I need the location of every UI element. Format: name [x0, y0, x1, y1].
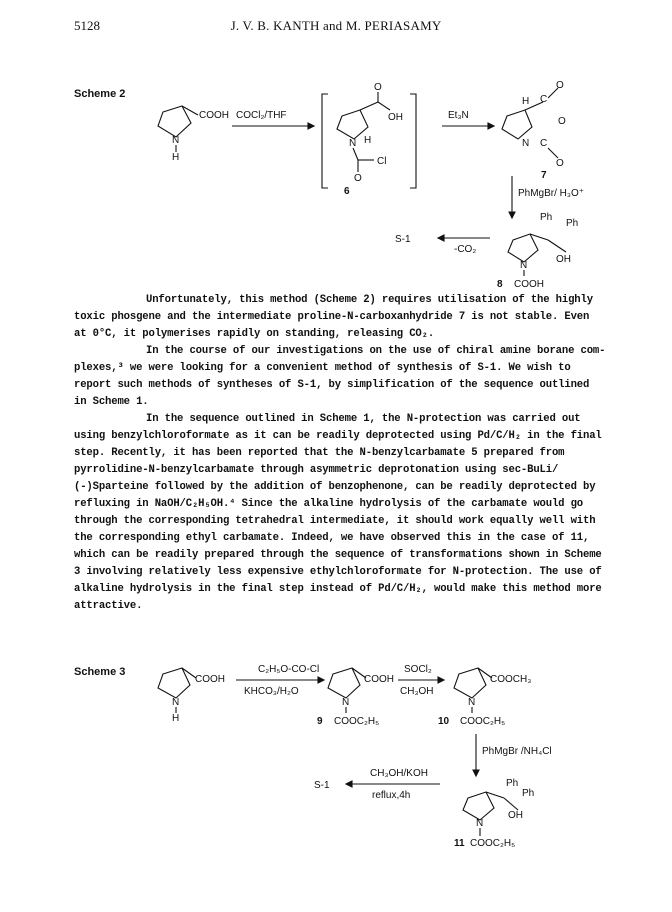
compound-7-structure [502, 80, 566, 181]
compound-8-structure [497, 212, 578, 290]
text-line: alkaline hydrolysis in the final step instead of Pd/C/H₂, would make this method more [74, 583, 602, 595]
cmpd8-ph2: Ph [566, 218, 579, 229]
int6-cl: Cl [377, 156, 387, 167]
reagent-khco3-h2o: KHCO₃/H₂O [244, 686, 299, 697]
compound-11-structure [454, 778, 534, 849]
reagent-et3n: Et₃N [448, 110, 469, 121]
product-s1-scheme2: S-1 [395, 234, 411, 245]
cmpd10-n: N [468, 697, 476, 708]
cmpd11-n: N [476, 818, 484, 829]
text-line: at 0°C, it polymerises rapidly on standing, releasing CO₂. [74, 328, 435, 340]
text-line: the corresponding ethyl carbamate. Indeed, we have observed this in the case of 11, [74, 532, 590, 544]
scheme-2-label: Scheme 2 [74, 88, 126, 100]
paragraph-1 [74, 292, 604, 343]
reagent-reflux-4h: reflux,4h [372, 790, 411, 801]
cmpd9-n: N [342, 697, 350, 708]
paragraph-3 [74, 411, 604, 615]
compound-6-label: 6 [344, 186, 350, 197]
cmpd10-cooch3: COOCH₃ [490, 674, 532, 685]
text-line: Unfortunately, this method (Scheme 2) requires utilisation of the highly [146, 294, 593, 306]
reagent-minus-co2: -CO₂ [454, 244, 477, 255]
text-line: (-)Sparteine followed by the addition of benzophenone, can be readily deprotected by [74, 481, 596, 493]
intermediate-6 [322, 82, 416, 197]
cmpd9-cooh: COOH [364, 674, 394, 685]
text-line: step. Recently, it has been reported that the N-benzylcarbamate 5 prepared from [74, 447, 565, 459]
text-line: through the corresponding tetrahedral intermediate, it should work equally well with [74, 515, 596, 527]
cmpd11-cooet: COOC₂H₅ [470, 838, 516, 849]
int6-o: O [374, 82, 382, 93]
compound-8-label: 8 [497, 279, 503, 290]
cmpd7-c1: C [540, 94, 548, 105]
int6-oh: OH [388, 112, 403, 123]
text-line: using benzylchloroformate as it can be readily deprotected using Pd/C/H₂ in the final [74, 430, 602, 442]
reagent-ethylchloroformate: C₂H₅O-CO-Cl [258, 664, 320, 675]
proline-h: H [172, 152, 180, 163]
proline-cooh: COOH [199, 110, 229, 121]
reagent-phmgbr-h3o: PhMgBr/ H₃O⁺ [518, 188, 585, 199]
compound-10-structure [438, 668, 531, 727]
cmpd11-oh: OH [508, 810, 523, 821]
proline-n: N [172, 135, 180, 146]
running-header [0, 18, 672, 38]
reagent-phmgbr-nh4cl: PhMgBr /NH₄Cl [482, 746, 552, 757]
product-s1-scheme3: S-1 [314, 780, 330, 791]
author-line: J. V. B. KANTH and M. PERIASAMY [230, 18, 442, 33]
scheme-2-figure [0, 80, 672, 290]
text-line: in Scheme 1. [74, 396, 149, 408]
cmpd7-c2: C [540, 138, 548, 149]
compound-9-label: 9 [317, 716, 323, 727]
cmpd7-o2: O [556, 158, 564, 169]
cmpd9-cooet: COOC₂H₅ [334, 716, 380, 727]
cmpd8-cooh: COOH [514, 279, 544, 290]
paragraph-2 [74, 343, 604, 411]
s3-proline-h: H [172, 713, 180, 724]
text-line: In the course of our investigations on the use of chiral amine borane com- [146, 345, 606, 357]
int6-h: H [364, 135, 372, 146]
cmpd10-cooet: COOC₂H₅ [460, 716, 506, 727]
text-line: 3 involving relatively less expensive ethylchloroformate for N-protection. The use of [74, 566, 602, 578]
cmpd7-h: H [522, 96, 530, 107]
text-line: refluxing in NaOH/C₂H₅OH.⁴ Since the alkaline hydrolysis of the carbamate would go [74, 498, 583, 510]
compound-9-structure [317, 668, 394, 727]
cmpd7-o-ring: O [558, 116, 566, 127]
reagent-cocl2-thf: COCl₂/THF [236, 110, 287, 121]
scheme-3-label: Scheme 3 [74, 666, 126, 678]
cmpd7-o1: O [556, 80, 564, 91]
reagent-socl2: SOCl₂ [404, 664, 432, 675]
compound-10-label: 10 [438, 716, 450, 727]
cmpd8-ph1: Ph [540, 212, 553, 223]
text-line: which can be readily prepared through the sequence of transformations shown in Scheme [74, 549, 602, 561]
proline-structure [158, 106, 229, 163]
text-line: attractive. [74, 600, 143, 612]
compound-7-label: 7 [541, 170, 547, 181]
cmpd11-ph1: Ph [506, 778, 519, 789]
cmpd11-ph2: Ph [522, 788, 535, 799]
text-line: report such methods of syntheses of S-1, by simplification of the sequence outlined [74, 379, 590, 391]
int6-o2: O [354, 173, 362, 184]
s3-proline-cooh: COOH [195, 674, 225, 685]
int6-n: N [349, 138, 357, 149]
reagent-ch3oh: CH₃OH [400, 686, 434, 697]
scheme-3-figure [0, 650, 672, 880]
text-line: In the sequence outlined in Scheme 1, the N-protection was carried out [146, 413, 581, 425]
text-line: toxic phosgene and the intermediate proline-N-carboxanhydride 7 is not stable. Even [74, 311, 590, 323]
text-line: plexes,³ we were looking for a convenient method of synthesis of S-1. We wish to [74, 362, 571, 374]
cmpd8-n: N [520, 260, 528, 271]
text-line: pyrrolidine-N-benzylcarbamate through asymmetric deprotonation using sec-BuLi/ [74, 464, 559, 476]
scheme3-proline [158, 668, 225, 724]
cmpd7-n: N [522, 138, 530, 149]
compound-11-label: 11 [454, 838, 465, 849]
page-number: 5128 [74, 18, 100, 33]
cmpd8-oh: OH [556, 254, 571, 265]
s3-proline-n: N [172, 697, 180, 708]
reagent-ch3oh-koh: CH₃OH/KOH [370, 768, 428, 779]
